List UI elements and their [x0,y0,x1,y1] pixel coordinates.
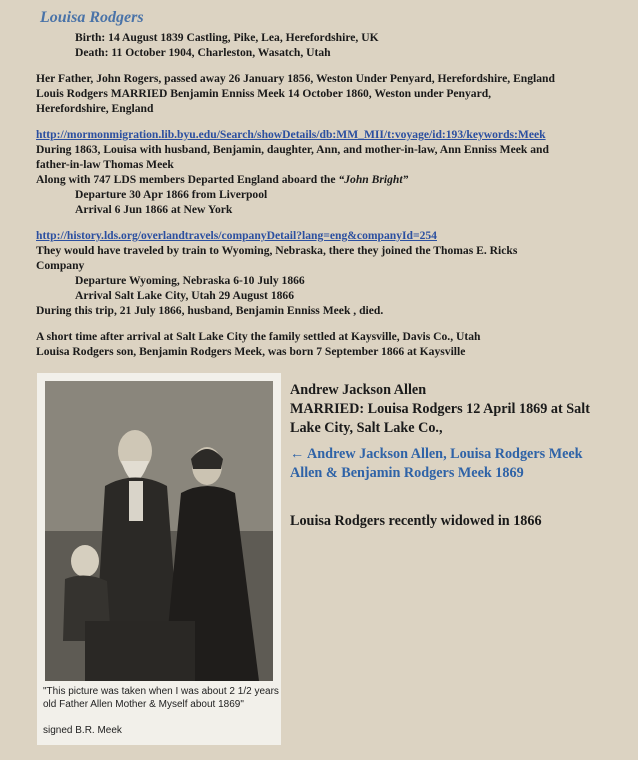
mormon-migration-link[interactable]: http://mormonmigration.lib.byu.edu/Search/showDetails/db:MM_MII/t:voyage/id:193/keywords:Meek [36,128,546,141]
along-prefix: Along with 747 LDS members Departed England aboard the [36,173,339,186]
birth-line: Birth: 14 August 1839 Castling, Pike, Lea, Herefordshire, UK [75,31,379,44]
second-marriage-line-cont: Lake City, Salt Lake Co., [290,420,443,436]
caption-line: old Father Allen Mother & Myself about 1869" [43,699,244,710]
company-line: Company [36,259,85,272]
during-1863-line: During 1863, Louisa with husband, Benjamin, daughter, Ann, and mother-in-law, Ann Enniss Meek and [36,143,549,156]
along-with-line [36,172,408,187]
portrait-illustration [45,381,273,681]
father-line: Her Father, John Rogers, passed away 26 January 1856, Weston Under Penyard, Herefordshire, England [36,72,555,85]
family-portrait-image [45,381,273,681]
overland-travels-link[interactable]: http://history.lds.org/overlandtravels/companyDetail?lang=eng&companyId=254 [36,229,437,242]
caption-signature: signed B.R. Meek [43,725,122,736]
ship-name: “John Bright” [338,173,409,186]
photo-caption [43,685,279,737]
trip-death-line: During this trip, 21 July 1866, husband, Benjamin Enniss Meek , died. [36,304,384,317]
caption-line: "This picture was taken when I was about 2 1/2 years [43,686,279,697]
kaysville-line: A short time after arrival at Salt Lake City the family settled at Kaysville, Davis Co., Utah [36,330,481,343]
departure-liverpool: Departure 30 Apr 1866 from Liverpool [75,188,268,201]
photo-description: ← Andrew Jackson Allen, Louisa Rodgers Meek [290,446,583,462]
son-born-line: Louisa Rodgers son, Benjamin Rodgers Meek, was born 7 September 1866 at Kaysville [36,345,466,358]
spouse-name: Andrew Jackson Allen [290,382,427,398]
arrival-new-york: Arrival 6 Jun 1866 at New York [75,203,233,216]
departure-wyoming: Departure Wyoming, Nebraska 6-10 July 1866 [75,274,305,287]
married-line-cont: Herefordshire, England [36,102,154,115]
father-in-law-line: father-in-law Thomas Meek [36,158,174,171]
photo-description-cont: Allen & Benjamin Rodgers Meek 1869 [290,465,524,481]
death-line: Death: 11 October 1904, Charleston, Wasatch, Utah [75,46,331,59]
page-title: Louisa Rodgers [40,9,144,26]
second-marriage-line: MARRIED: Louisa Rodgers 12 April 1869 at Salt [290,401,590,417]
train-line: They would have traveled by train to Wyoming, Nebraska, there they joined the Thomas E. Ricks [36,244,518,257]
arrival-salt-lake: Arrival Salt Lake City, Utah 29 August 1866 [75,289,295,302]
family-photo [37,373,281,745]
caption-line [43,711,279,724]
married-line: Louis Rodgers MARRIED Benjamin Enniss Meek 14 October 1860, Weston under Penyard, [36,87,492,100]
widowed-note: Louisa Rodgers recently widowed in 1866 [290,513,542,529]
